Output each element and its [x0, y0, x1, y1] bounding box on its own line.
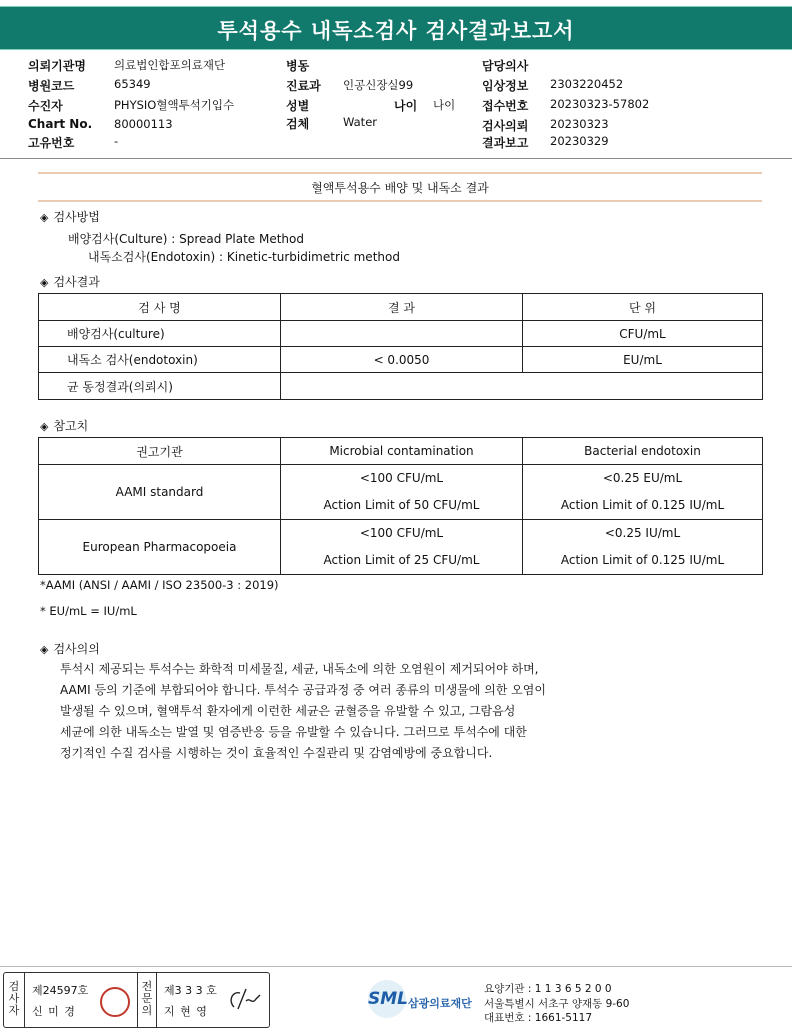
- section-header: [38, 172, 762, 202]
- reference-endo-ep-limit: <0.25 IU/mL: [604, 526, 681, 540]
- tester-name: 신 미 경: [32, 1005, 76, 1018]
- header-label-doctor: 담당의사: [482, 59, 529, 73]
- reference-endo-aami: [523, 465, 763, 520]
- reference-endo-ep-action: Action Limit of 0.125 IU/mL: [560, 553, 725, 567]
- header-value-hospital-code: 65349: [114, 77, 151, 91]
- reference-note-units: * EU/mL = IU/mL: [40, 604, 137, 618]
- results-name-identification: 균 동정결과(의뢰시): [39, 373, 281, 400]
- method-line-endotoxin: 내독소검사(Endotoxin) : Kinetic-turbidimetric method: [88, 250, 400, 264]
- header-value-clinical-info: 2303220452: [550, 77, 624, 91]
- header-value-chart-no: 80000113: [114, 117, 173, 131]
- reference-micro-ep: [281, 520, 523, 575]
- reference-micro-ep-limit: <100 CFU/mL: [359, 526, 444, 540]
- header-label-age: 나이: [394, 99, 418, 113]
- confirmer-label: 전문의: [141, 980, 153, 1017]
- header-label-institution: 의뢰기관명: [28, 59, 86, 73]
- header-divider: [0, 158, 792, 159]
- table-row: [39, 520, 763, 575]
- significance-line-4: 세균에 의한 내독소는 발열 및 염증반응 등을 유발할 수 있습니다. 그러므로 투석수에 대한: [60, 725, 527, 739]
- header-label-clinical-info: 임상정보: [482, 79, 529, 93]
- header-label-department: 진료과: [286, 79, 321, 93]
- method-line-culture: 배양검사(Culture) : Spread Plate Method: [68, 232, 304, 246]
- header-label-patient: 수진자: [28, 99, 63, 113]
- results-name-endotoxin: 내독소 검사(endotoxin): [39, 347, 281, 373]
- footer-divider: [0, 966, 792, 967]
- reference-endo-aami-limit: <0.25 EU/mL: [602, 471, 683, 485]
- header-value-patient: PHYSIO혈액투석기입수: [114, 98, 235, 112]
- header-value-department: 인공신장실99: [343, 78, 414, 92]
- table-row: [39, 465, 763, 520]
- agency-number: 요양기관 : 1 1 3 6 5 2 0 0: [484, 983, 612, 995]
- header-label-unique-no: 고유번호: [28, 136, 75, 150]
- table-row: [39, 373, 763, 400]
- header-label-sex: 성별: [286, 99, 310, 113]
- reference-endo-ep: [523, 520, 763, 575]
- reference-micro-aami-action: Action Limit of 50 CFU/mL: [323, 498, 480, 512]
- header-label-receipt-no: 접수번호: [482, 99, 529, 113]
- header-value-report-date: 20230329: [550, 134, 609, 148]
- reference-micro-aami-limit: <100 CFU/mL: [359, 471, 444, 485]
- results-col-unit: 단 위: [523, 294, 763, 321]
- header-value-institution: 의료법인합포의료재단: [114, 58, 226, 72]
- results-col-result: 결 과: [281, 294, 523, 321]
- header-label-hospital-code: 병원코드: [28, 79, 75, 93]
- diamond-bullet-icon: ◈: [40, 420, 49, 433]
- header-label-specimen: 검체: [286, 117, 310, 131]
- results-name-culture: 배양검사(culture): [39, 321, 281, 347]
- diamond-bullet-icon: ◈: [40, 643, 49, 656]
- significance-line-1: 투석시 제공되는 투석수는 화학적 미세물질, 세균, 내독소에 의한 오염원이 제거되어야 하며,: [60, 662, 539, 676]
- section-title: 혈액투석용수 배양 및 내독소 결과: [311, 181, 489, 195]
- diamond-bullet-icon: ◈: [40, 211, 49, 224]
- foundation-name: 삼광의료재단: [408, 997, 472, 1010]
- reference-table-header: [39, 438, 763, 465]
- reference-micro-ep-action: Action Limit of 25 CFU/mL: [323, 553, 480, 567]
- significance-line-5: 정기적인 수질 검사를 시행하는 것이 효율적인 수질관리 및 감염예방에 중요합니다.: [60, 746, 493, 760]
- reference-col-endo: Bacterial endotoxin: [523, 438, 763, 465]
- report-title-bar: [0, 6, 792, 50]
- reference-note-aami: *AAMI (ANSI / AAMI / ISO 23500-3 : 2019): [40, 578, 279, 592]
- signature-box-divider: [24, 973, 25, 1027]
- header-value-request-date: 20230323: [550, 117, 609, 131]
- results-heading: [40, 273, 100, 290]
- tester-license-no: 제24597호: [32, 984, 89, 997]
- method-heading-text: 검사방법: [53, 210, 100, 224]
- significance-line-3: 발생될 수 있으며, 혈액투석 환자에게 이런한 세균은 균혈증을 유발할 수 있고, 그람음성: [60, 704, 516, 718]
- results-heading-text: 검사결과: [53, 275, 100, 289]
- header-label-chart-no: Chart No.: [28, 117, 93, 131]
- reference-heading-text: 참고치: [53, 419, 89, 433]
- signature-icon: [226, 983, 264, 1017]
- significance-heading-text: 검사의의: [53, 642, 100, 656]
- reference-col-org: 권고기관: [39, 438, 281, 465]
- method-heading: [40, 208, 100, 225]
- header-label-ward: 병동: [286, 59, 310, 73]
- results-table-header: [39, 294, 763, 321]
- reference-org-ep: European Pharmacopoeia: [39, 520, 281, 575]
- header-value-specimen: Water: [343, 115, 377, 129]
- header-value-age: 나이: [433, 98, 456, 112]
- tester-label: 검사자: [8, 980, 20, 1017]
- table-row: [39, 347, 763, 373]
- results-table: [38, 293, 763, 400]
- signature-box-divider: [137, 973, 138, 1027]
- header-label-request-date: 검사의뢰: [482, 119, 529, 133]
- phone-number: 대표번호 : 1661-5117: [484, 1012, 593, 1024]
- reference-table: [38, 437, 763, 575]
- results-value-identification: [281, 373, 763, 400]
- address: 서울특별시 서초구 양재동 9-60: [484, 998, 630, 1010]
- table-row: [39, 321, 763, 347]
- results-value-culture: [281, 321, 523, 347]
- results-value-endotoxin: < 0.0050: [281, 347, 523, 373]
- sml-logo-text: SML: [368, 989, 408, 1009]
- report-title: 투석용수 내독소검사 검사결과보고서: [217, 19, 575, 43]
- confirmer-license-no: 제3 3 3 호: [164, 984, 217, 997]
- reference-micro-aami: [281, 465, 523, 520]
- signature-box: [3, 972, 270, 1028]
- reference-col-micro: Microbial contamination: [281, 438, 523, 465]
- confirmer-name: 지 현 영: [164, 1005, 208, 1018]
- results-col-name: 검 사 명: [39, 294, 281, 321]
- tester-seal-icon: [100, 987, 130, 1017]
- header-value-receipt-no: 20230323-57802: [550, 97, 650, 111]
- header-value-unique-no: -: [114, 134, 119, 148]
- results-unit-endotoxin: EU/mL: [523, 347, 763, 373]
- significance-line-2: AAMI 등의 기준에 부합되어야 합니다. 투석수 공급과정 중 여러 종류의 미생물에 의한 오염이: [60, 683, 546, 697]
- header-label-report-date: 결과보고: [482, 136, 529, 150]
- signature-box-divider: [156, 973, 157, 1027]
- reference-org-aami: AAMI standard: [39, 465, 281, 520]
- significance-heading: [40, 640, 100, 657]
- results-unit-culture: CFU/mL: [523, 321, 763, 347]
- reference-endo-aami-action: Action Limit of 0.125 IU/mL: [560, 498, 725, 512]
- reference-heading: [40, 417, 88, 434]
- diamond-bullet-icon: ◈: [40, 276, 49, 289]
